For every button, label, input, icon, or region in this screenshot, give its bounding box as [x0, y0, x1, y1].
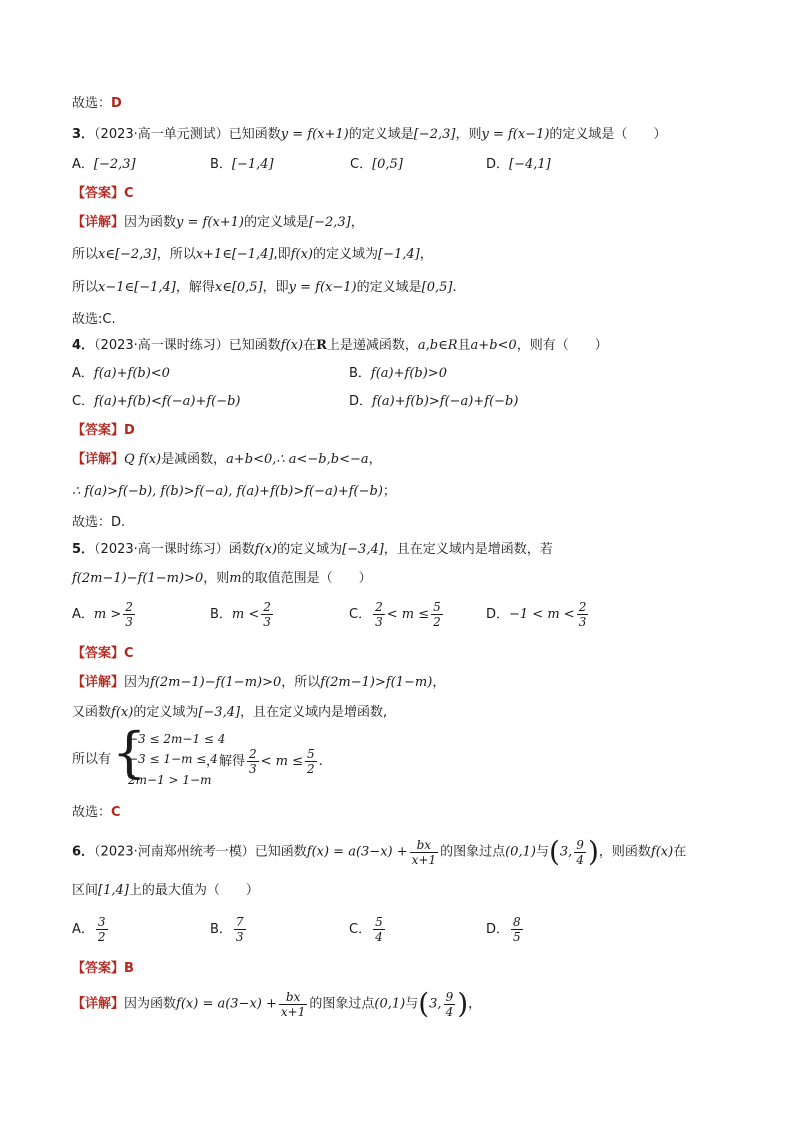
answer-label: 【答案】 [72, 186, 125, 201]
q5-option-b [210, 601, 275, 628]
fraction [444, 991, 456, 1018]
option-key: B． [349, 366, 371, 381]
q5-detail-line-1 [72, 676, 445, 689]
text: ，即 [262, 280, 289, 295]
fraction [261, 601, 273, 628]
option-key: B． [210, 922, 232, 937]
q5-stem-line-2 [72, 572, 372, 585]
numerator: 2 [249, 747, 257, 761]
q3-text-c: 的定义域是（ ） [549, 127, 667, 142]
math: 3, [559, 844, 573, 860]
math: f(x) [280, 338, 304, 353]
numerator: 3 [97, 915, 106, 929]
option-key: D． [486, 157, 510, 172]
q5-detail-solution [206, 748, 323, 775]
q3-stem [72, 128, 666, 141]
denominator: 3 [249, 762, 257, 776]
denominator: 5 [513, 930, 521, 944]
math: a+b<0 [470, 338, 517, 353]
q2-conclusion-label: 故选： [72, 96, 112, 111]
math: f(x) = a(3−x) + [176, 996, 277, 1012]
denominator: 3 [235, 930, 244, 944]
option-value: [−2,3] [93, 157, 136, 172]
answer-label: 【答案】 [72, 646, 125, 661]
text: 区间 [72, 883, 99, 898]
text: 上的最大值为（ ） [128, 883, 259, 898]
denominator: 2 [307, 762, 315, 776]
q2-conclusion-answer: D [111, 96, 122, 111]
q3-option-a [72, 158, 136, 171]
text: ，则有（ ） [516, 338, 608, 353]
text: 上是递减函数， [326, 338, 418, 353]
q3-text-a: 的定义域是 [348, 127, 414, 142]
q6-number: 6． [72, 844, 95, 860]
math: m > [93, 607, 122, 622]
denominator: 4 [445, 1004, 454, 1019]
option-key: B． [210, 607, 232, 622]
q3-detail-line-1 [72, 216, 364, 229]
fraction [96, 916, 108, 943]
math: < m ≤ [386, 607, 430, 622]
math: (0,1) [505, 844, 536, 860]
q6-source: （2023·河南郑州统考一模）已知函数 [94, 844, 307, 860]
q3-function-2: y = f(x−1) [481, 127, 550, 142]
text: 的取值范围是（ ） [241, 571, 372, 586]
q3-number: 3． [72, 127, 95, 142]
numerator: 5 [433, 600, 441, 614]
text: 与 [405, 996, 419, 1012]
q3-detail-line-3 [72, 281, 457, 294]
text: 是减函数， [161, 452, 227, 467]
q3-function-1: y = f(x+1) [280, 127, 349, 142]
numerator: 9 [576, 837, 584, 852]
q6-detail-line-1 [72, 987, 482, 1020]
denominator: 3 [578, 615, 587, 629]
q5-answer [72, 647, 134, 660]
text: 因为函数 [124, 996, 177, 1012]
text: ， [419, 247, 433, 262]
paren-right: ) [457, 987, 469, 1020]
text: ，解得 [206, 754, 246, 769]
text: ，则 [203, 571, 230, 586]
math: [−3,4] [198, 705, 241, 720]
numerator: 5 [307, 747, 315, 761]
fraction [511, 916, 523, 943]
math: a,b∈R [417, 338, 458, 353]
numerator: 7 [235, 915, 244, 929]
option-key: C． [349, 922, 372, 937]
option-key: C． [349, 607, 372, 622]
system-brace-icon: { [112, 721, 147, 784]
text: 在 [303, 338, 317, 353]
text: ， [468, 996, 482, 1012]
denominator: x+1 [411, 852, 437, 867]
math: f(x) [650, 844, 674, 860]
option-key: C． [72, 394, 95, 409]
option-value: f(a)+f(b)>f(−a)+f(−b) [372, 394, 519, 409]
option-value: f(a)+f(b)<0 [93, 366, 170, 381]
math: [0,5] [421, 280, 453, 295]
math: f(x) [290, 247, 313, 262]
math: f(2m−1)−f(1−m)>0 [150, 675, 282, 690]
q3-source: （2023·高一单元测试）已知函数 [94, 127, 281, 142]
text: 的定义域是 [356, 280, 422, 295]
paren-left: ( [548, 835, 560, 868]
q6-option-c [349, 916, 387, 943]
fraction [234, 916, 246, 943]
math: R [316, 338, 327, 353]
option-key: D． [349, 394, 373, 409]
math: [−3,4] [342, 542, 384, 557]
numerator: 2 [375, 600, 383, 614]
text: . [318, 754, 323, 769]
math: −1 < m < [509, 607, 575, 622]
option-key: A． [72, 366, 94, 381]
text: 的图象过点 [440, 844, 506, 860]
math: f(x) [254, 542, 278, 557]
answer-value: C [124, 646, 134, 661]
text: ，则函数 [598, 844, 651, 860]
q3-domain-1: [−2,3] [413, 127, 456, 142]
fraction [247, 748, 259, 775]
fraction [373, 916, 385, 943]
math: ∴ f(a)>f(−b), f(b)>f(−a), f(a)+f(b)>f(−a)+f(−b) [72, 484, 383, 499]
text: ， [368, 452, 382, 467]
q3-detail-line-2 [72, 248, 433, 261]
option-key: A． [72, 157, 94, 172]
fraction [373, 601, 385, 628]
text: ； [382, 484, 396, 499]
text: ， [350, 215, 364, 230]
text: ， [432, 675, 446, 690]
math: x∈[−2,3] [98, 247, 157, 262]
q5-stem-line-1 [72, 543, 553, 556]
fraction [410, 839, 438, 866]
paren-right: ) [587, 835, 599, 868]
text: ,即 [273, 247, 291, 262]
math: m [229, 571, 242, 586]
q6-option-a [72, 916, 110, 943]
system-row-2: −3 ≤ 1−m ≤ 4 [128, 752, 218, 766]
q3-option-c [350, 158, 403, 171]
text: 所以 [72, 247, 99, 262]
q6-option-d [486, 916, 525, 943]
answer-label: 【答案】 [72, 423, 125, 438]
fraction [123, 601, 135, 628]
q4-source: （2023·高一课时练习）已知函数 [94, 338, 281, 353]
denominator: 3 [263, 615, 271, 629]
numerator: 2 [125, 600, 133, 614]
option-value: f(a)+f(b)<f(−a)+f(−b) [94, 394, 241, 409]
q4-number: 4． [72, 338, 95, 353]
text: 且 [457, 338, 471, 353]
denominator: 4 [576, 852, 584, 867]
q5-option-d [486, 601, 590, 628]
q5-detail-line-3-lead: 所以有 [72, 752, 112, 767]
math: f(x) = a(3−x) + [306, 844, 408, 860]
option-key: B． [210, 157, 232, 172]
q3-answer [72, 187, 134, 200]
text: 在 [673, 844, 687, 860]
option-value: [−1,4] [231, 157, 274, 172]
q4-option-a [72, 367, 170, 380]
math: f(2m−1)−f(1−m)>0 [72, 571, 204, 586]
math: y = f(x−1) [288, 280, 357, 295]
q5-option-a [72, 601, 137, 628]
text: ，所以 [281, 675, 321, 690]
denominator: 2 [433, 615, 441, 629]
text: ，且在定义域内是增函数，若 [383, 542, 553, 557]
math: (0,1) [374, 996, 406, 1012]
numerator: 2 [263, 600, 271, 614]
text: 的定义域为 [312, 247, 378, 262]
q5-source: （2023·高一课时练习）函数 [94, 542, 255, 557]
option-key: D． [486, 922, 510, 937]
q6-answer [72, 962, 134, 975]
text: 的定义域为 [133, 705, 199, 720]
numerator: 9 [445, 989, 454, 1004]
option-value: [0,5] [372, 157, 403, 172]
detail-label: 【详解】 [72, 215, 125, 230]
math: x+1∈[−1,4] [195, 247, 274, 262]
math: < m ≤ [260, 754, 304, 769]
fraction [279, 991, 307, 1018]
q6-stem-line-2 [72, 884, 259, 897]
conclusion-label: 故选： [72, 805, 112, 820]
math: x−1∈[−1,4] [98, 280, 176, 295]
math: x∈[0,5] [214, 280, 263, 295]
q5-conclusion [72, 806, 121, 819]
system-row-1: −3 ≤ 2m−1 ≤ 4 [128, 732, 226, 746]
numerator: 8 [513, 915, 521, 929]
system-row-3: 2m−1 > 1−m [128, 773, 212, 787]
q4-option-c [72, 395, 241, 408]
math: a+b<0,∴ a<−b,b<−a [226, 452, 369, 467]
math: [−2,3] [309, 215, 351, 230]
fraction [305, 748, 317, 775]
detail-label: 【详解】 [72, 675, 125, 690]
answer-value: D [124, 423, 135, 438]
denominator: 3 [125, 615, 133, 629]
fraction [577, 601, 589, 628]
denominator: x+1 [280, 1004, 306, 1019]
paren-left: ( [418, 987, 430, 1020]
text: 的定义域是 [243, 215, 309, 230]
math: Q f(x) [124, 452, 162, 467]
numerator: 5 [375, 915, 383, 929]
q4-answer [72, 424, 135, 437]
q5-option-c [349, 601, 445, 628]
math: f(x) [111, 705, 134, 720]
answer-value: C [124, 186, 134, 201]
q3-option-b [210, 158, 274, 171]
math: f(2m−1)>f(1−m) [320, 675, 433, 690]
option-key: D． [486, 607, 510, 622]
option-key: C． [350, 157, 373, 172]
denominator: 3 [375, 615, 383, 629]
text: 与 [535, 844, 549, 860]
math: [1,4] [98, 883, 129, 898]
q5-number: 5． [72, 542, 95, 557]
conclusion-answer: C [111, 805, 121, 820]
q4-stem [72, 339, 608, 352]
denominator: 4 [375, 930, 383, 944]
q4-option-d [349, 395, 518, 408]
detail-label: 【详解】 [72, 452, 125, 467]
numerator: bx [279, 991, 307, 1005]
fraction [431, 601, 443, 628]
q2-conclusion [72, 97, 122, 110]
q6-option-b [210, 916, 248, 943]
fraction [574, 839, 586, 866]
q3-text-b: ，则 [455, 127, 482, 142]
math: m < [231, 607, 260, 622]
q4-conclusion: 故选：D. [72, 515, 126, 530]
text: . [452, 280, 457, 295]
answer-label: 【答案】 [72, 961, 125, 976]
numerator: bx [410, 839, 438, 853]
text: ，所以 [156, 247, 196, 262]
text: 又函数 [72, 705, 112, 720]
answer-value: B [124, 961, 134, 976]
text: 因为函数 [124, 215, 177, 230]
math: [−1,4] [378, 247, 420, 262]
numerator: 2 [578, 600, 587, 614]
q4-detail-line-1 [72, 453, 382, 466]
q3-conclusion: 故选:C. [72, 312, 116, 327]
text: 的定义域为 [277, 542, 343, 557]
option-key: A． [72, 607, 94, 622]
option-key: A． [72, 922, 94, 937]
q3-option-d [486, 158, 551, 171]
q5-detail-line-2 [72, 706, 387, 719]
option-value: f(a)+f(b)>0 [370, 366, 447, 381]
text: 的图象过点 [309, 996, 375, 1012]
q4-detail-line-2 [72, 485, 396, 498]
option-value: [−4,1] [509, 157, 551, 172]
text: 因为 [124, 675, 151, 690]
text: ，且在定义域内是增函数, [240, 705, 388, 720]
denominator: 2 [97, 930, 106, 944]
text: ，解得 [175, 280, 215, 295]
text: 所以 [72, 280, 99, 295]
q6-stem-line-1 [72, 835, 687, 868]
q4-option-b [349, 367, 447, 380]
math: y = f(x+1) [176, 215, 244, 230]
detail-label: 【详解】 [72, 996, 125, 1012]
math: 3, [429, 996, 442, 1012]
